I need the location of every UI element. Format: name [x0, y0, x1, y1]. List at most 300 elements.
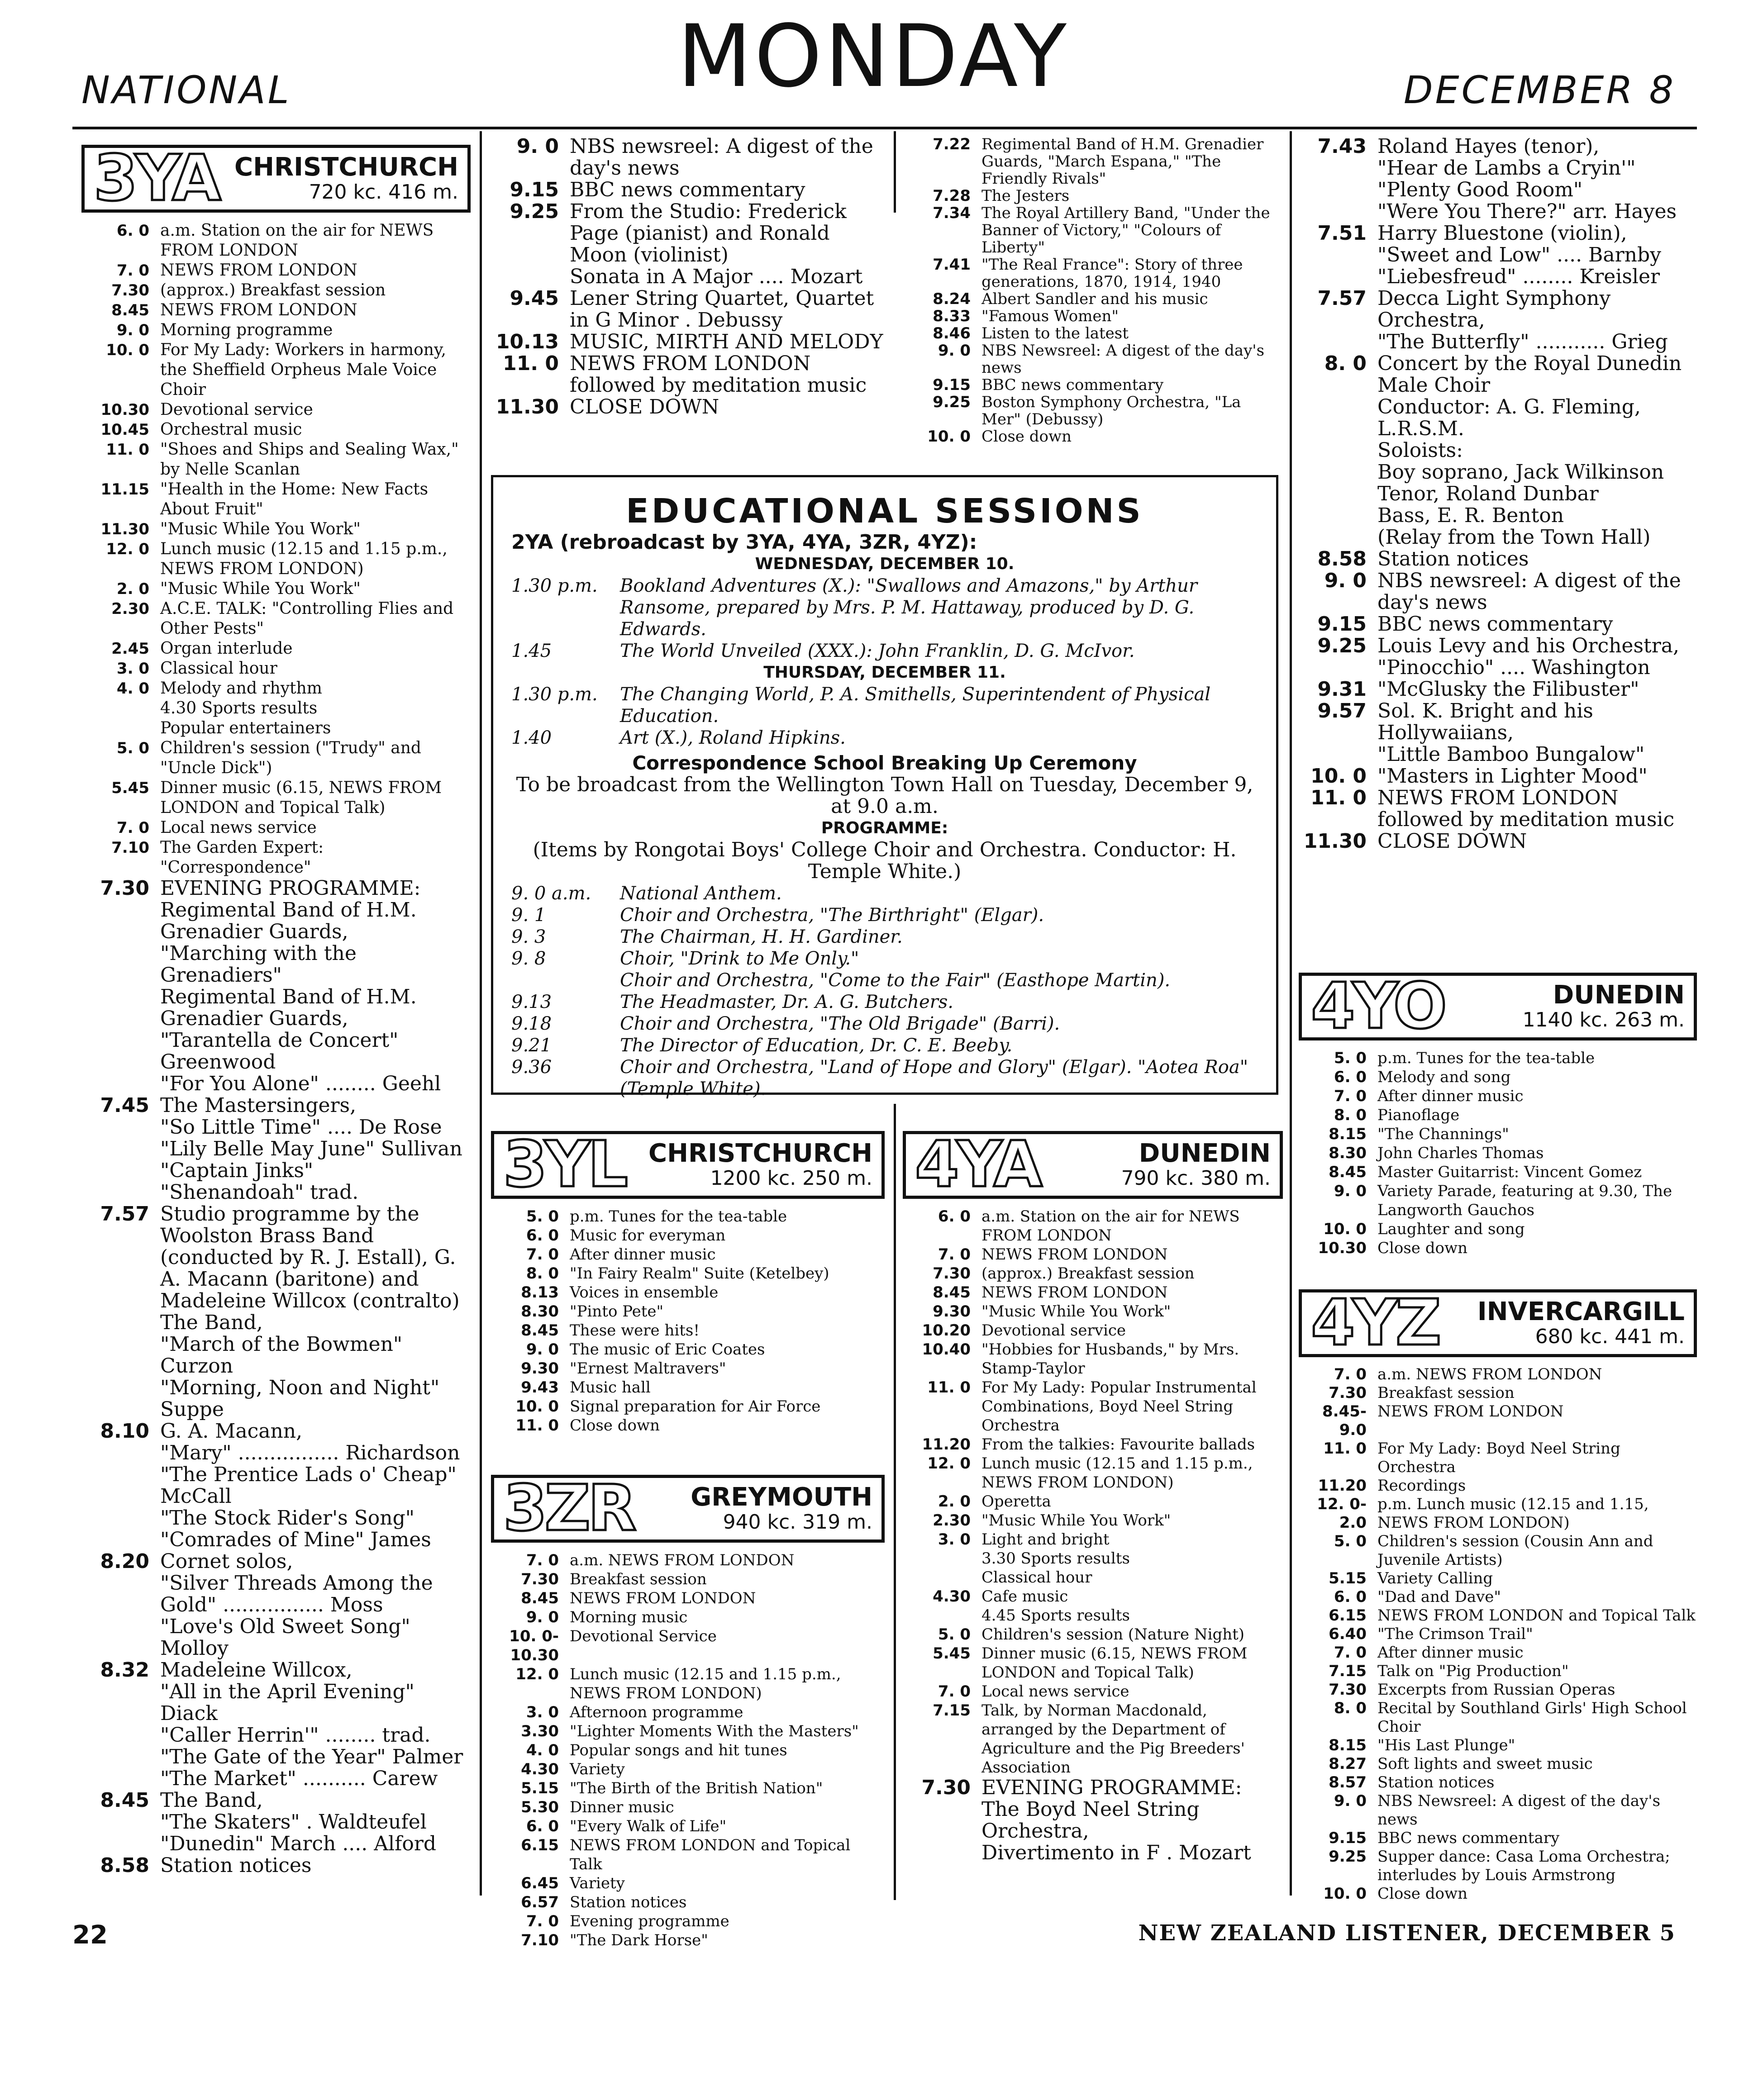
programme-row	[903, 1625, 1283, 1644]
programme-time: 9.30	[521, 1359, 559, 1378]
programme-description: "Pinocchio" .... Washington	[1377, 656, 1650, 679]
station-frequency: 1140 kc. 263 m.	[1522, 1008, 1685, 1031]
programme-row	[491, 1760, 885, 1779]
programme-time: 12. 0	[515, 1665, 559, 1683]
programme-row	[81, 1507, 471, 1529]
programme-description: Breakfast session	[570, 1570, 707, 1588]
programme-time: 10.30	[100, 401, 149, 419]
programme-time	[81, 1442, 160, 1464]
header-left: NATIONAL	[81, 68, 291, 112]
programme-description: Concert by the Royal Dunedin Male Choir	[1377, 352, 1682, 397]
programme-time: 5.15	[521, 1779, 559, 1797]
programme-heading: PROGRAMME:	[821, 819, 948, 837]
ceremony-time: 9. 0 a.m.	[511, 883, 591, 904]
programme-time: 2. 0	[116, 580, 149, 598]
programme-time: 7.30	[100, 877, 149, 900]
programme-row	[81, 1182, 471, 1203]
programme-row	[1299, 1736, 1697, 1755]
programme-row	[81, 320, 471, 340]
evening-programme-list	[1299, 136, 1697, 852]
programme-description: Bass, E. R. Benton	[1377, 504, 1564, 527]
programme-description: The Band,	[160, 1311, 263, 1334]
programme-time: 7. 0	[1334, 1644, 1367, 1662]
programme-description: NBS newsreel: A digest of the day's news	[1377, 569, 1681, 614]
programme-description: Classical hour	[160, 659, 277, 678]
programme-row	[1299, 353, 1697, 396]
programme-description: Sonata in A Major .... Mozart	[570, 265, 863, 288]
programme-description: Lunch music (12.15 and 1.15 p.m., NEWS FROM LONDON)	[981, 1454, 1253, 1492]
ceremony-row	[511, 883, 1258, 904]
programme-description: (Relay from the Town Hall)	[1377, 526, 1651, 549]
column-divider	[894, 131, 896, 213]
programme-row	[903, 1682, 1283, 1701]
programme-time: 5.30	[521, 1798, 559, 1816]
programme-row	[81, 659, 471, 679]
programme-time: 4.30	[521, 1760, 559, 1778]
programme-description: Devotional Service	[570, 1627, 717, 1645]
programme-time: 11.30	[1303, 830, 1367, 853]
programme-description: Lener String Quartet, Quartet in G Minor . Debussy	[570, 287, 874, 332]
programme-time: 8.13	[521, 1283, 559, 1302]
programme-row	[491, 266, 885, 288]
station-name: GREYMOUTH	[691, 1482, 872, 1512]
programme-time: 7.30	[933, 1264, 971, 1283]
programme-row	[903, 1701, 1283, 1777]
programme-row	[81, 1573, 471, 1616]
programme-description: Close down	[1377, 1885, 1467, 1903]
ceremony-item: Choir and Orchestra, "The Old Brigade" (Barri).	[620, 1013, 1060, 1034]
programme-row	[903, 187, 1283, 204]
programme-row	[903, 428, 1283, 445]
programme-row	[491, 353, 885, 396]
programme-row	[81, 280, 471, 300]
ceremony-time: 9.13	[511, 992, 552, 1012]
programme-row	[491, 1340, 885, 1359]
programme-time: 8.20	[100, 1550, 149, 1573]
programme-row	[903, 376, 1283, 394]
programme-row	[81, 1095, 471, 1117]
programme-row	[1299, 744, 1697, 765]
programme-description: Popular songs and hit tunes	[570, 1741, 787, 1759]
programme-row	[1299, 635, 1697, 657]
programme-row	[903, 1435, 1283, 1454]
programme-time: 9. 0	[1334, 1182, 1367, 1200]
programme-time: 7.30	[111, 281, 149, 299]
column-divider	[1290, 131, 1292, 1896]
column-1	[81, 142, 471, 1877]
programme-time: 12. 0	[106, 540, 149, 558]
programme-description: Tenor, Roland Dunbar	[1377, 482, 1599, 505]
programme-time: 11.20	[1318, 1477, 1367, 1495]
programme-row	[81, 1811, 471, 1833]
programme-time: 10. 0	[1323, 1220, 1367, 1238]
programme-row	[491, 1665, 885, 1703]
programme-description: Close down	[1377, 1239, 1467, 1257]
programme-description: The Mastersingers,	[160, 1094, 357, 1117]
programme-description: These were hits!	[570, 1321, 700, 1340]
programme-time: 10. 0-10.30	[509, 1627, 559, 1664]
programme-description: "Dad and Dave"	[1377, 1588, 1501, 1606]
programme-row	[81, 440, 471, 480]
programme-description: "So Little Time" .... De Rose	[160, 1116, 442, 1139]
programme-description: NEWS FROM LONDON	[981, 1245, 1168, 1264]
programme-description: "The Prentice Lads o' Cheap" McCall	[160, 1463, 457, 1508]
programme-row	[903, 1378, 1283, 1435]
programme-row	[1299, 505, 1697, 527]
programme-time: 8.58	[1317, 547, 1367, 570]
day-heading: THURSDAY, DECEMBER 11.	[763, 663, 1006, 682]
programme-description: Variety Parade, featuring at 9.30, The Langworth Gauchos	[1377, 1182, 1672, 1219]
programme-time: 9.25	[1329, 1848, 1367, 1866]
programme-time: 7.45	[100, 1094, 149, 1117]
programme-description: "Hobbies for Husbands," by Mrs. Stamp-Taylor	[981, 1340, 1239, 1378]
programme-description: Music hall	[570, 1378, 651, 1397]
station-3yl-section	[491, 1128, 885, 1435]
programme-description: NBS Newsreel: A digest of the day's news	[1377, 1792, 1661, 1829]
programme-description: Popular entertainers	[160, 719, 331, 737]
programme-time: 10. 0	[1310, 765, 1367, 788]
programme-time	[81, 1811, 160, 1833]
programme-description: NEWS FROM LONDON	[160, 261, 357, 280]
programme-description: BBC news commentary	[1377, 1829, 1560, 1847]
programme-row	[491, 1397, 885, 1416]
programme-time	[1299, 244, 1377, 266]
programme-time: 10.40	[922, 1340, 971, 1359]
programme-row	[81, 1855, 471, 1877]
programme-row	[491, 1570, 885, 1589]
programme-description: Divertimento in F . Mozart	[981, 1841, 1251, 1864]
educational-subtitle: 2YA (rebroadcast by 3YA, 4YA, 3ZR, 4YZ):	[511, 531, 977, 554]
programme-description: After dinner music	[1377, 1644, 1524, 1662]
programme-row	[1299, 570, 1697, 613]
programme-description: "Shoes and Ships and Sealing Wax," by Nelle Scanlan	[160, 440, 459, 479]
programme-time	[1299, 461, 1377, 483]
programme-row	[491, 1378, 885, 1397]
programme-row	[1299, 396, 1697, 440]
programme-row	[1299, 461, 1697, 483]
programme-row	[81, 400, 471, 420]
programme-description: Orchestral music	[160, 420, 302, 439]
station-3ya	[81, 142, 471, 215]
programme-row	[81, 679, 471, 698]
programme-time	[81, 1573, 160, 1616]
programme-description: Morning programme	[160, 321, 333, 339]
programme-time: 7. 0	[526, 1912, 559, 1930]
programme-time: 11.30	[100, 520, 149, 538]
programme-time: 9. 0	[526, 1340, 559, 1359]
programme-row	[81, 1464, 471, 1507]
programme-description: Light and bright	[981, 1530, 1110, 1549]
station-3zr-section	[491, 1472, 885, 1950]
programme-time: 10. 0	[515, 1397, 559, 1416]
programme-row	[903, 1777, 1283, 1799]
programme-description: The Garden Expert: "Correspondence"	[160, 838, 324, 877]
programme-time: 6. 0	[116, 222, 149, 240]
programme-time	[1299, 505, 1377, 527]
programme-row	[491, 1741, 885, 1760]
programme-time: 9.15	[1329, 1829, 1367, 1847]
programme-time: 9. 0	[116, 321, 149, 339]
programme-description: After dinner music	[570, 1245, 716, 1264]
ceremony-item: The Headmaster, Dr. A. G. Butchers.	[620, 992, 953, 1012]
programme-row	[1299, 1402, 1697, 1440]
programme-row	[1299, 787, 1697, 831]
programme-time: 10. 0	[927, 428, 971, 446]
programme-row	[491, 1245, 885, 1264]
ceremony-time: 9. 8	[511, 948, 546, 969]
programme-row	[903, 1799, 1283, 1842]
programme-time: 8. 0	[1324, 352, 1367, 375]
programme-row	[1299, 1125, 1697, 1144]
ceremony-time	[511, 969, 620, 991]
programme-description: Cafe music	[981, 1587, 1068, 1606]
programme-time	[1299, 440, 1377, 461]
session-time: 1.45	[511, 641, 552, 661]
programme-description: Devotional service	[160, 400, 313, 419]
programme-row	[903, 1492, 1283, 1511]
programme-row	[903, 1302, 1283, 1321]
programme-time: 2. 0	[938, 1492, 971, 1511]
programme-description: EVENING PROGRAMME:	[981, 1776, 1242, 1799]
station-name: CHRISTCHURCH	[234, 152, 458, 182]
programme-description: "Lily Belle May June" Sullivan	[160, 1137, 462, 1160]
programme-row	[491, 179, 885, 201]
programme-row	[81, 1073, 471, 1095]
programme-time: 7.30	[921, 1776, 971, 1799]
programme-time	[81, 1616, 160, 1659]
programme-row	[81, 1421, 471, 1442]
session-desc: The Changing World, P. A. Smithells, Superintendent of Physical Education.	[620, 684, 1211, 727]
programme-time	[81, 1182, 160, 1203]
programme-row	[491, 1608, 885, 1627]
programme-description: MUSIC, MIRTH AND MELODY	[570, 330, 883, 353]
programme-row	[491, 1931, 885, 1950]
programme-row	[903, 1511, 1283, 1530]
programme-description: Close down	[981, 428, 1072, 446]
programme-row	[81, 1334, 471, 1377]
station-4yo	[1299, 969, 1697, 1043]
programme-row	[1299, 288, 1697, 331]
programme-row	[903, 1606, 1283, 1625]
station-4ya	[903, 1128, 1283, 1202]
programme-time	[81, 1833, 160, 1855]
programme-row	[1299, 483, 1697, 505]
programme-row	[491, 1589, 885, 1608]
programme-time: 6. 0	[1334, 1068, 1367, 1086]
programme-description: 4.30 Sports results	[160, 699, 318, 717]
programme-description: Recordings	[1377, 1477, 1466, 1495]
programme-description: NEWS FROM LONDON	[160, 301, 357, 319]
programme-row	[491, 201, 885, 266]
page-title: MONDAY	[677, 6, 1069, 106]
session-desc: Art (X.), Roland Hipkins.	[620, 727, 846, 748]
station-frequency: 720 kc. 416 m.	[309, 181, 458, 204]
programme-time	[81, 1529, 160, 1551]
programme-description: "Music While You Work"	[981, 1302, 1171, 1321]
programme-time: 8.32	[100, 1658, 149, 1682]
programme-row	[81, 878, 471, 899]
programme-description: "For You Alone" ........ Geehl	[160, 1072, 441, 1095]
programme-row	[903, 1587, 1283, 1606]
programme-description: After dinner music	[1377, 1087, 1524, 1105]
programme-row	[81, 599, 471, 639]
programme-description: "Marching with the Grenadiers"	[160, 942, 357, 987]
programme-description: NEWS FROM LONDON	[570, 1589, 756, 1607]
session-desc: Bookland Adventures (X.): "Swallows and Amazons," by Arthur Ransome, prepared by Mrs. P. M. Hattaway, produced by D. G. Edwards.	[620, 575, 1198, 640]
session-row	[511, 575, 1258, 640]
programme-description: "March of the Bowmen" Curzon	[160, 1333, 403, 1378]
station-callsign: 4YZ	[1311, 1286, 1439, 1360]
programme-time: 8.15	[1329, 1736, 1367, 1754]
programme-row	[491, 1551, 885, 1570]
ceremony-item: Choir, "Drink to Me Only."	[620, 948, 859, 969]
station-4yo-section	[1299, 969, 1697, 1258]
programme-time: 5. 0	[116, 739, 149, 757]
station-callsign: 3ZR	[503, 1472, 634, 1545]
programme-row	[903, 1283, 1283, 1302]
programme-time: 5.15	[1329, 1569, 1367, 1587]
programme-row	[491, 1207, 885, 1226]
programme-description: "Music While You Work"	[981, 1511, 1171, 1530]
programme-row	[1299, 527, 1697, 548]
programme-time: 9. 0	[526, 1608, 559, 1626]
programme-time: 7.51	[1317, 222, 1367, 245]
programme-time: 8.10	[100, 1420, 149, 1443]
programme-description: Decca Light Symphony Orchestra,	[1377, 287, 1611, 332]
ceremony-row	[511, 991, 1258, 1013]
programme-description: "In Fairy Realm" Suite (Ketelbey)	[570, 1264, 829, 1283]
programme-description: BBC news commentary	[981, 376, 1164, 394]
programme-time	[1299, 744, 1377, 765]
programme-time	[1299, 527, 1377, 548]
programme-row	[81, 1203, 471, 1312]
programme-description: Local news service	[160, 818, 317, 837]
session-time: 1.30 p.m.	[511, 575, 598, 596]
programme-time	[81, 1160, 160, 1182]
programme-row	[903, 1264, 1283, 1283]
programme-time	[81, 1768, 160, 1790]
programme-time: 7.15	[933, 1701, 971, 1720]
programme-row	[1299, 1477, 1697, 1495]
programme-row	[491, 396, 885, 418]
programme-description: "Were You There?" arr. Hayes	[1377, 200, 1677, 223]
programme-row	[1299, 1644, 1697, 1662]
programme-row	[903, 1340, 1283, 1378]
station-4yz-section	[1299, 1286, 1697, 1903]
programme-description: "The Gate of the Year" Palmer	[160, 1745, 463, 1768]
programme-description: The music of Eric Coates	[570, 1340, 765, 1359]
programme-description: p.m. Tunes for the tea-table	[1377, 1049, 1595, 1067]
programme-time	[1299, 331, 1377, 353]
programme-row	[81, 943, 471, 986]
programme-time	[81, 1138, 160, 1160]
programme-time: 5. 0	[526, 1207, 559, 1226]
programme-time: 7. 0	[1334, 1087, 1367, 1105]
programme-time: 7.10	[521, 1931, 559, 1949]
session-time: 1.30 p.m.	[511, 684, 598, 705]
programme-row	[1299, 1087, 1697, 1106]
programme-row	[81, 1790, 471, 1811]
programme-row	[1299, 1606, 1697, 1625]
programme-time	[81, 1507, 160, 1529]
programme-time: 8.33	[933, 307, 971, 325]
ceremony-row	[511, 1056, 1258, 1100]
programme-description: Organ interlude	[160, 639, 293, 658]
programme-time: 9.15	[933, 376, 971, 394]
programme-description: "Comrades of Mine" James	[160, 1528, 431, 1551]
programme-row	[903, 325, 1283, 342]
programme-row	[1299, 1049, 1697, 1068]
programme-time: 6.15	[521, 1836, 559, 1854]
programme-time: 4.30	[933, 1587, 971, 1606]
ceremony-row	[511, 969, 1258, 991]
programme-row	[491, 1779, 885, 1798]
programme-description: Roland Hayes (tenor),	[1377, 135, 1600, 158]
programme-row	[1299, 765, 1697, 787]
programme-description: Variety	[570, 1760, 625, 1778]
programme-row	[1299, 1699, 1697, 1736]
station-4yz	[1299, 1286, 1697, 1360]
programme-time: 8.45	[933, 1283, 971, 1302]
programme-row	[903, 1454, 1283, 1492]
programme-row	[1299, 244, 1697, 266]
programme-time	[903, 1606, 981, 1625]
programme-time: 8. 0	[526, 1264, 559, 1283]
programme-description: "The Butterfly" ........... Grieg	[1377, 330, 1668, 353]
programme-description: Louis Levy and his Orchestra,	[1377, 634, 1679, 657]
programme-time: 8.45	[521, 1321, 559, 1340]
programme-description: "Captain Jinks"	[160, 1159, 314, 1182]
programme-time: 7.28	[933, 187, 971, 205]
programme-list	[81, 221, 471, 878]
programme-description: "Caller Herrin'" ........ trad.	[160, 1724, 431, 1747]
programme-time: 6.15	[1329, 1606, 1367, 1625]
programme-time: 7. 0	[1334, 1365, 1367, 1383]
programme-description: NEWS FROM LONDON followed by meditation music	[570, 352, 867, 397]
programme-time: 7.22	[933, 135, 971, 153]
programme-row	[81, 838, 471, 878]
programme-description: CLOSE DOWN	[1377, 830, 1527, 853]
programme-row	[1299, 1773, 1697, 1792]
programme-time	[81, 698, 160, 718]
programme-row	[903, 136, 1283, 187]
programme-list	[1299, 1365, 1697, 1903]
programme-row	[81, 519, 471, 539]
programme-description: "All in the April Evening" Diack	[160, 1680, 415, 1725]
programme-row	[1299, 1068, 1697, 1087]
programme-description: Talk, by Norman Macdonald, arranged by the Department of Agriculture and the Pig Breeders' Association	[981, 1701, 1245, 1777]
programme-description: Regimental Band of H.M. Grenadier Guards,	[160, 985, 417, 1030]
programme-description: Soloists:	[1377, 439, 1463, 462]
session-desc: The World Unveiled (XXX.): John Franklin, D. G. McIvor.	[620, 641, 1135, 661]
programme-description: 3.30 Sports results	[981, 1549, 1130, 1568]
programme-description: Boy soprano, Jack Wilkinson	[1377, 461, 1664, 484]
programme-description: "Health in the Home: New Facts About Fruit"	[160, 480, 429, 518]
page-number: 22	[72, 1920, 108, 1950]
programme-description: Cornet solos,	[160, 1550, 293, 1573]
programme-time	[81, 1681, 160, 1725]
programme-time: 11. 0	[1323, 1440, 1367, 1458]
programme-time: 9.45	[510, 287, 559, 310]
programme-time: 7.41	[933, 256, 971, 274]
programme-time: 6.45	[521, 1874, 559, 1892]
programme-description: Studio programme by the Woolston Brass Band (conducted by R. J. Estall), G. A. Macann (baritone) and Madeleine Willcox (contralto)	[160, 1202, 460, 1312]
programme-description: "Mary" ................ Richardson	[160, 1441, 460, 1464]
session-row	[511, 640, 1258, 662]
ceremony-item: The Chairman, H. H. Gardiner.	[620, 926, 903, 947]
programme-row	[1299, 223, 1697, 244]
programme-time: 9. 0	[1334, 1792, 1367, 1810]
